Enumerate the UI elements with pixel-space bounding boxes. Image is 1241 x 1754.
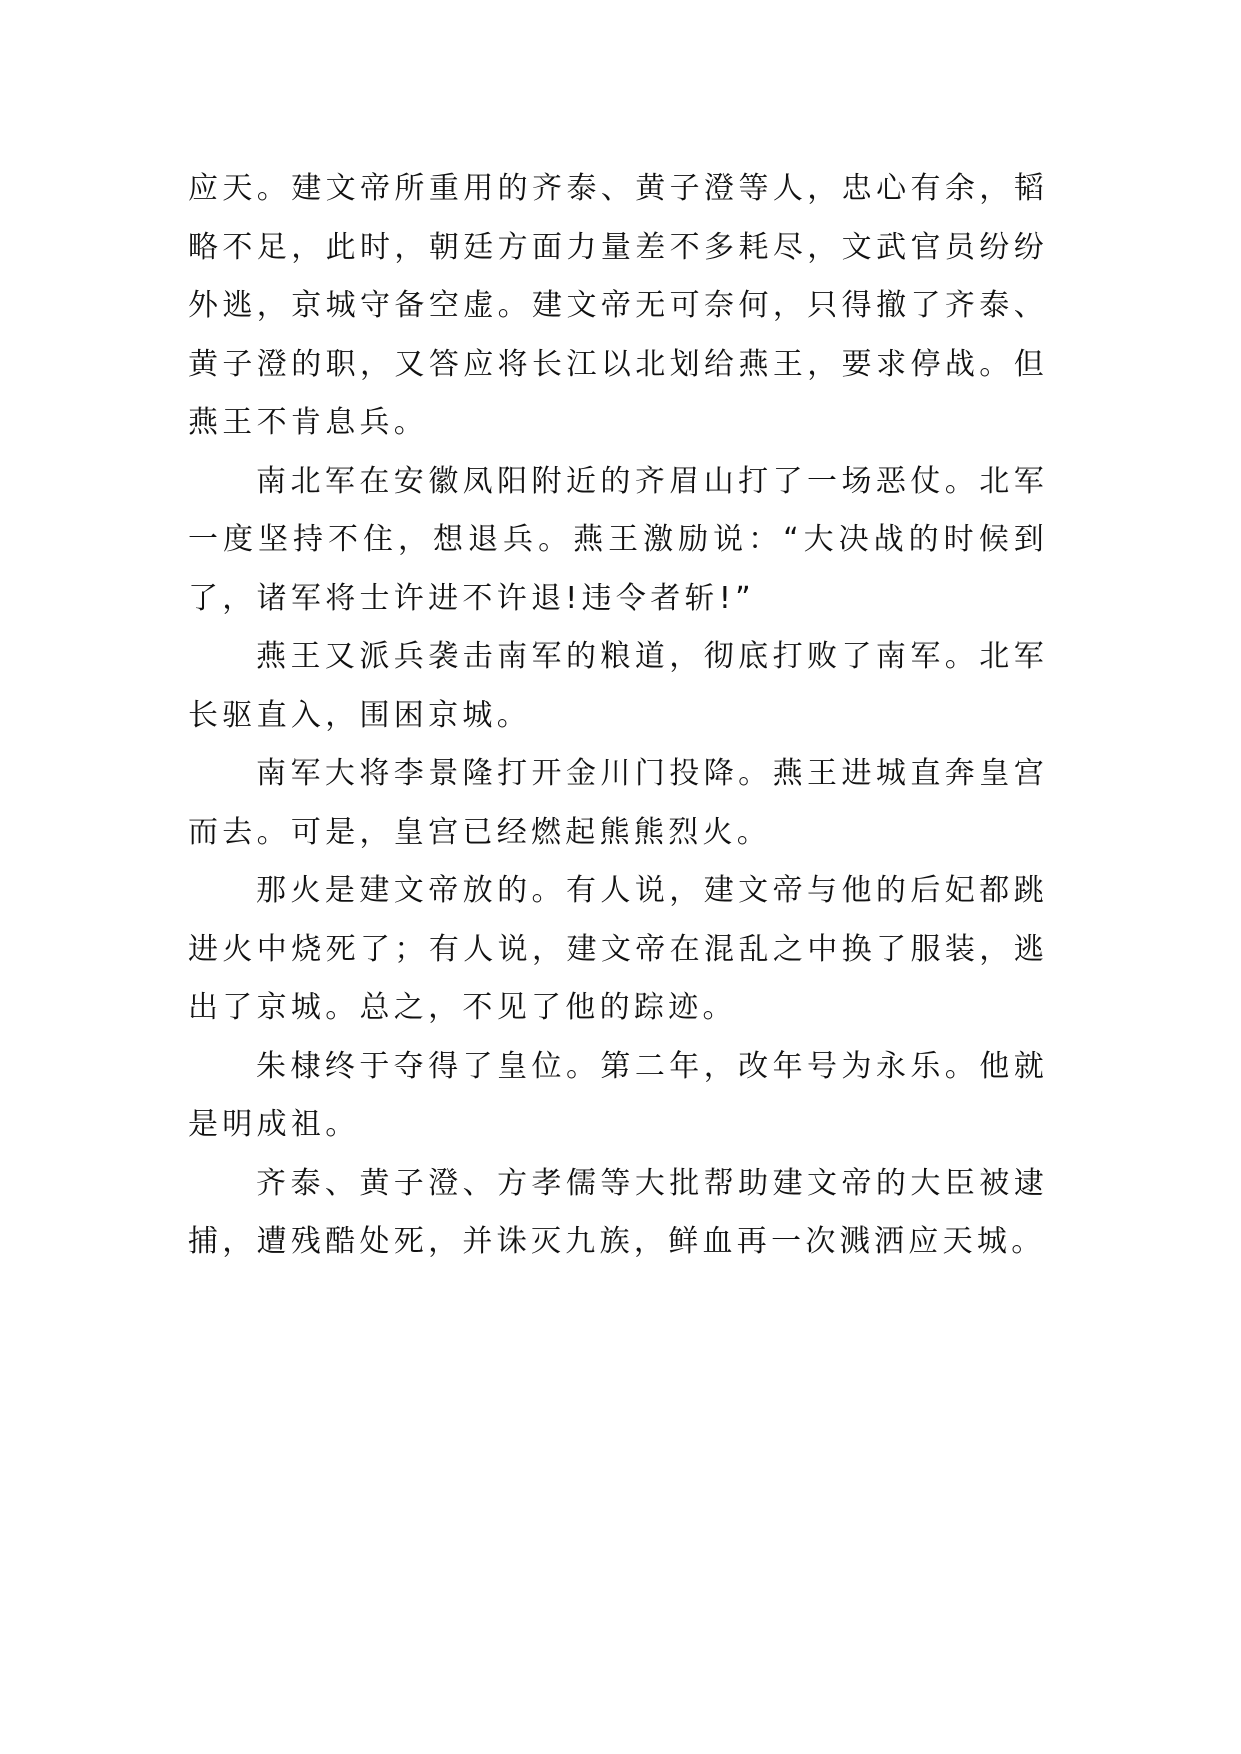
paragraph-1: 应天。建文帝所重用的齐泰、黄子澄等人，忠心有余，韬略不足，此时，朝廷方面力量差不多耗尽，文武官员纷纷外逃，京城守备空虚。建文帝无可奈何，只得撤了齐泰、黄子澄的职，又答应将长江以北划给燕王，要求停战。但燕王不肯息兵。	[188, 171, 1048, 440]
paragraph-2: 南北军在安徽凤阳附近的齐眉山打了一场恶仗。北军一度坚持不住，想退兵。燕王激励说：“大决战的时候到了，诸军将士许进不许退!违令者斩!”	[188, 463, 1048, 616]
paragraph-3: 燕王又派兵袭击南军的粮道，彻底打败了南军。北军长驱直入，围困京城。	[188, 639, 1048, 733]
paragraph-6: 朱棣终于夺得了皇位。第二年，改年号为永乐。他就是明成祖。	[188, 1048, 1048, 1142]
paragraph-7: 齐泰、黄子澄、方孝儒等大批帮助建文帝的大臣被逮捕，遭残酷处死，并诛灭九族，鲜血再一次溅洒应天城。	[188, 1165, 1048, 1259]
paragraph-4: 南军大将李景隆打开金川门投降。燕王进城直奔皇宫而去。可是，皇宫已经燃起熊熊烈火。	[188, 756, 1048, 850]
document-body	[188, 160, 1048, 1272]
paragraph-5: 那火是建文帝放的。有人说，建文帝与他的后妃都跳进火中烧死了；有人说，建文帝在混乱之中换了服装，逃出了京城。总之，不见了他的踪迹。	[188, 873, 1048, 1025]
